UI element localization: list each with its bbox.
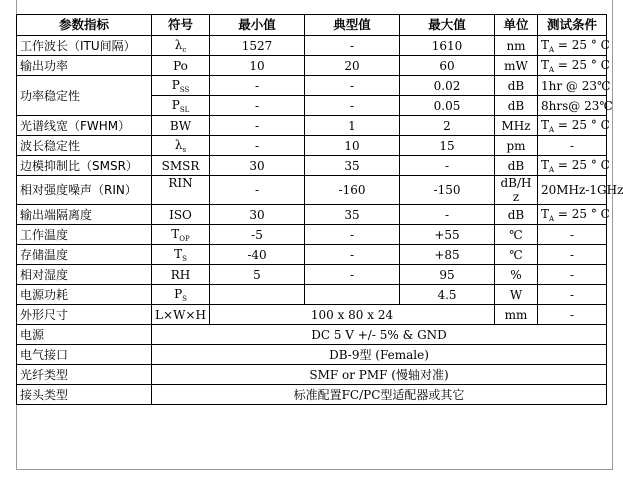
param-cell: 工作温度 xyxy=(17,225,152,245)
min-cell: 1527 xyxy=(210,36,305,56)
symbol-text: SMSR xyxy=(161,158,200,173)
condition-rest: = 25 ° C xyxy=(554,117,610,132)
condition-cell xyxy=(538,156,610,176)
condition-cell xyxy=(538,116,610,136)
typ-cell: - xyxy=(305,225,400,245)
symbol-cell xyxy=(152,116,210,136)
param-cell: 接头类型 xyxy=(17,385,152,405)
max-cell: 0.05 xyxy=(400,96,495,116)
symbol-cell xyxy=(152,96,210,116)
table-row xyxy=(17,265,607,285)
symbol-cell xyxy=(152,265,210,285)
typ-cell: - xyxy=(305,76,400,96)
unit-cell: dB xyxy=(495,205,538,225)
symbol-subscript: S xyxy=(182,294,187,303)
dimension-value-cell: 100 x 80 x 24 xyxy=(210,305,495,325)
max-cell: 0.02 xyxy=(400,76,495,96)
min-cell: 30 xyxy=(210,205,305,225)
condition-cell xyxy=(538,245,607,265)
header-condition: 测试条件 xyxy=(538,15,607,36)
symbol-text: BW xyxy=(169,118,192,133)
condition-subscript: A xyxy=(549,45,555,54)
table-row xyxy=(17,56,607,76)
max-cell: - xyxy=(400,156,495,176)
param-cell: 工作波长（ITU间隔） xyxy=(17,36,152,56)
table-row-spanned xyxy=(17,345,607,365)
symbol-subscript: SL xyxy=(179,105,190,114)
condition-text: T xyxy=(541,117,550,132)
symbol-text: T xyxy=(174,246,183,261)
param-cell: 存储温度 xyxy=(17,245,152,265)
min-cell: - xyxy=(210,116,305,136)
param-cell: 边模抑制比（SMSR） xyxy=(17,156,152,176)
condition-text: T xyxy=(541,57,550,72)
min-cell: 10 xyxy=(210,56,305,76)
symbol-cell xyxy=(152,225,210,245)
symbol-subscript: s xyxy=(182,145,187,154)
condition-cell xyxy=(538,265,607,285)
param-cell: 光纤类型 xyxy=(17,365,152,385)
header-symbol: 符号 xyxy=(152,15,210,36)
unit-cell: W xyxy=(495,285,538,305)
condition-cell xyxy=(538,56,610,76)
min-cell: -5 xyxy=(210,225,305,245)
unit-cell: pm xyxy=(495,136,538,156)
symbol-cell: L×W×H xyxy=(152,305,210,325)
min-cell: - xyxy=(210,176,305,205)
param-cell: 光谱线宽（FWHM） xyxy=(17,116,152,136)
param-cell: 输出端隔离度 xyxy=(17,205,152,225)
min-cell: - xyxy=(210,76,305,96)
symbol-cell xyxy=(152,76,210,96)
symbol-text: Po xyxy=(173,58,188,73)
symbol-cell xyxy=(152,245,210,265)
table-row-spanned xyxy=(17,325,607,345)
unit-cell: mm xyxy=(495,305,538,325)
table-row xyxy=(17,156,607,176)
condition-text: - xyxy=(569,287,575,302)
condition-subscript: A xyxy=(549,165,555,174)
typ-cell: - xyxy=(305,265,400,285)
min-cell: -40 xyxy=(210,245,305,265)
table-row xyxy=(17,225,607,245)
symbol-cell xyxy=(152,136,210,156)
header-param: 参数指标 xyxy=(17,15,152,36)
spanned-value-cell: SMF or PMF (慢轴对准) xyxy=(152,365,607,385)
symbol-cell xyxy=(152,176,210,205)
param-cell: 相对强度噪声（RIN） xyxy=(17,176,152,205)
condition-rest: = 25 ° C xyxy=(554,57,610,72)
param-cell: 电气接口 xyxy=(17,345,152,365)
condition-rest: = 25 ° C xyxy=(554,37,610,52)
unit-cell: mW xyxy=(495,56,538,76)
symbol-text: RH xyxy=(170,267,191,282)
symbol-text: P xyxy=(171,97,180,112)
spanned-value-cell: DC 5 V +/- 5% & GND xyxy=(152,325,607,345)
min-cell xyxy=(210,285,305,305)
symbol-cell xyxy=(152,36,210,56)
typ-cell: -160 xyxy=(305,176,400,205)
symbol-subscript: OP xyxy=(179,234,190,243)
unit-cell: nm xyxy=(495,36,538,56)
condition-text: T xyxy=(541,157,550,172)
condition-text: - xyxy=(569,138,575,153)
condition-cell xyxy=(538,225,607,245)
condition-text: 1hr @ 23℃ xyxy=(541,78,611,93)
symbol-text: λ xyxy=(174,37,183,52)
condition-text: T xyxy=(541,206,550,221)
typ-cell: 35 xyxy=(305,205,400,225)
table-row xyxy=(17,285,607,305)
condition-cell xyxy=(538,285,607,305)
unit-cell: dB xyxy=(495,76,538,96)
condition-subscript: A xyxy=(549,214,555,223)
max-cell: 95 xyxy=(400,265,495,285)
table-row xyxy=(17,116,607,136)
condition-text: T xyxy=(541,37,550,52)
condition-cell: - xyxy=(538,305,607,325)
param-cell: 功率稳定性 xyxy=(17,76,152,116)
table-row xyxy=(17,245,607,265)
max-cell: -150 xyxy=(400,176,495,205)
min-cell: - xyxy=(210,96,305,116)
symbol-subscript: SS xyxy=(179,85,190,94)
symbol-text: λ xyxy=(174,137,183,152)
unit-cell: dB/Hz xyxy=(495,176,538,205)
condition-rest: = 25 ° C xyxy=(554,157,610,172)
min-cell: 5 xyxy=(210,265,305,285)
table-header-row xyxy=(17,15,607,36)
header-min: 最小值 xyxy=(210,15,305,36)
max-cell: 4.5 xyxy=(400,285,495,305)
symbol-text: T xyxy=(171,226,180,241)
max-cell: - xyxy=(400,205,495,225)
unit-cell: MHz xyxy=(495,116,538,136)
table-row xyxy=(17,36,607,56)
typ-cell: - xyxy=(305,96,400,116)
spec-table xyxy=(16,14,623,405)
symbol-cell xyxy=(152,285,210,305)
condition-cell xyxy=(538,36,610,56)
table-row xyxy=(17,136,607,156)
param-cell: 输出功率 xyxy=(17,56,152,76)
condition-text: 8hrs@ 23℃ xyxy=(541,98,613,113)
table-row-spanned xyxy=(17,365,607,385)
condition-text: - xyxy=(569,227,575,242)
header-typ: 典型值 xyxy=(305,15,400,36)
table-row xyxy=(17,205,607,225)
spanned-value-cell: 标准配置FC/PC型适配器或其它 xyxy=(152,385,607,405)
param-cell: 电源功耗 xyxy=(17,285,152,305)
symbol-cell xyxy=(152,56,210,76)
unit-cell: dB xyxy=(495,96,538,116)
typ-cell xyxy=(305,285,400,305)
param-cell: 外形尺寸 xyxy=(17,305,152,325)
typ-cell: 10 xyxy=(305,136,400,156)
table-row-dimensions xyxy=(17,305,607,325)
condition-rest: = 25 ° C xyxy=(554,206,610,221)
condition-cell xyxy=(538,76,611,96)
condition-cell xyxy=(538,176,623,205)
condition-cell xyxy=(538,205,610,225)
header-unit: 单位 xyxy=(495,15,538,36)
max-cell: +55 xyxy=(400,225,495,245)
spanned-value-cell: DB-9型 (Female) xyxy=(152,345,607,365)
typ-cell: 20 xyxy=(305,56,400,76)
condition-text: - xyxy=(569,267,575,282)
min-cell: - xyxy=(210,136,305,156)
table-row-spanned xyxy=(17,385,607,405)
max-cell: 2 xyxy=(400,116,495,136)
condition-cell xyxy=(538,136,607,156)
spec-body xyxy=(17,36,623,405)
max-cell: 15 xyxy=(400,136,495,156)
max-cell: 1610 xyxy=(400,36,495,56)
symbol-subscript: S xyxy=(182,254,187,263)
param-cell: 波长稳定性 xyxy=(17,136,152,156)
typ-cell: 1 xyxy=(305,116,400,136)
min-cell: 30 xyxy=(210,156,305,176)
max-cell: +85 xyxy=(400,245,495,265)
table-row xyxy=(17,76,607,96)
typ-cell: - xyxy=(305,245,400,265)
symbol-cell xyxy=(152,156,210,176)
max-cell: 60 xyxy=(400,56,495,76)
condition-subscript: A xyxy=(549,65,555,74)
symbol-text: P xyxy=(174,286,183,301)
condition-text: 20MHz-1GHz xyxy=(541,183,623,197)
symbol-text: RIN xyxy=(168,176,193,190)
condition-text: - xyxy=(569,247,575,262)
condition-cell xyxy=(538,96,613,116)
condition-subscript: A xyxy=(549,125,555,134)
unit-cell: % xyxy=(495,265,538,285)
typ-cell: - xyxy=(305,36,400,56)
unit-cell: dB xyxy=(495,156,538,176)
typ-cell: 35 xyxy=(305,156,400,176)
param-cell: 相对湿度 xyxy=(17,265,152,285)
header-max: 最大值 xyxy=(400,15,495,36)
symbol-text: P xyxy=(171,77,180,92)
symbol-subscript: c xyxy=(182,45,187,54)
symbol-cell xyxy=(152,205,210,225)
unit-cell: ℃ xyxy=(495,225,538,245)
symbol-text: ISO xyxy=(169,207,192,222)
param-cell: 电源 xyxy=(17,325,152,345)
table-row xyxy=(17,176,607,205)
unit-cell: ℃ xyxy=(495,245,538,265)
